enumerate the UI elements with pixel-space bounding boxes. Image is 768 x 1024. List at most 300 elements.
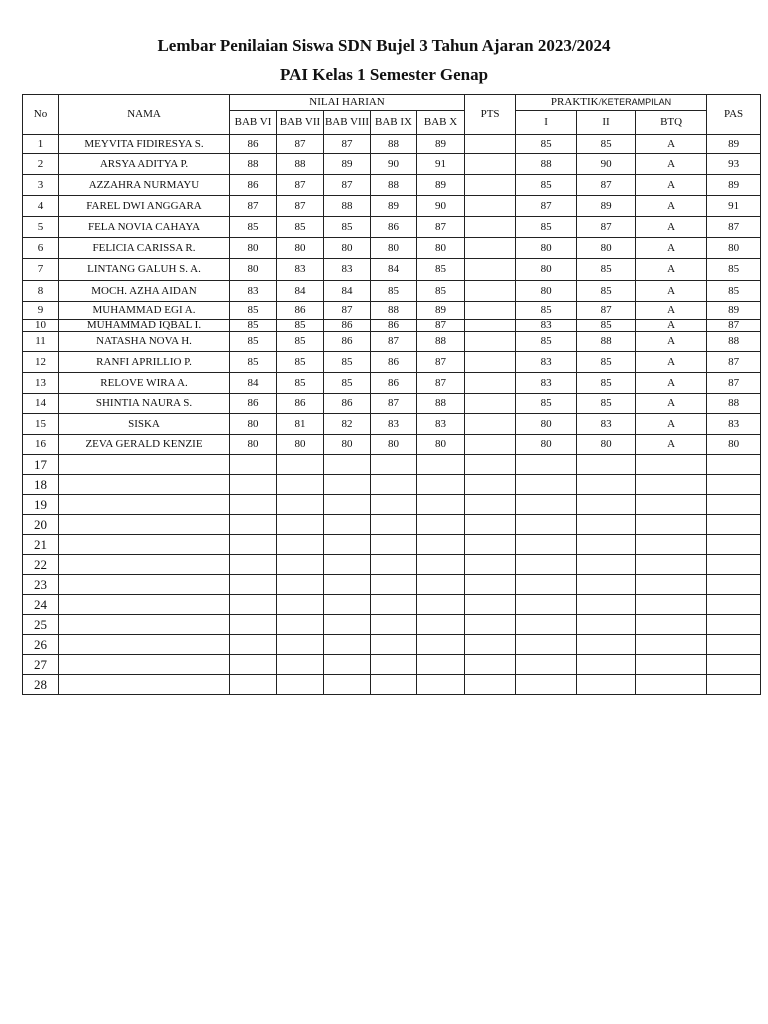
empty-cell [371, 535, 417, 555]
row-number: 17 [23, 455, 59, 475]
table-row-empty [23, 595, 761, 615]
pts-score [465, 302, 516, 320]
bab-score: 87 [277, 175, 324, 196]
row-number: 16 [23, 435, 59, 455]
bab-score: 88 [371, 302, 417, 320]
table-row-empty [23, 655, 761, 675]
praktik-score: 80 [516, 259, 577, 281]
table-row [23, 281, 761, 302]
empty-cell [324, 575, 371, 595]
bab-score: 86 [277, 302, 324, 320]
row-number: 5 [23, 217, 59, 238]
bab-score: 87 [277, 196, 324, 217]
empty-cell [324, 635, 371, 655]
row-number: 22 [23, 555, 59, 575]
bab-score: 86 [230, 135, 277, 154]
bab-score: 80 [230, 259, 277, 281]
empty-cell [707, 615, 761, 635]
empty-cell [516, 615, 577, 635]
pts-score [465, 435, 516, 455]
empty-cell [417, 555, 465, 575]
pts-score [465, 217, 516, 238]
praktik-score: 85 [516, 332, 577, 352]
praktik-score: A [636, 135, 707, 154]
row-number: 13 [23, 373, 59, 394]
bab-score: 88 [230, 154, 277, 175]
pas-score: 87 [707, 373, 761, 394]
empty-cell [277, 555, 324, 575]
praktik-score: 85 [516, 394, 577, 414]
pts-score [465, 352, 516, 373]
bab-score: 86 [371, 320, 417, 332]
header-praktik [516, 95, 707, 111]
bab-score: 87 [324, 175, 371, 196]
table-row [23, 435, 761, 455]
empty-cell [324, 495, 371, 515]
empty-cell [636, 655, 707, 675]
bab-score: 81 [277, 414, 324, 435]
empty-cell [230, 655, 277, 675]
empty-cell [707, 635, 761, 655]
praktik-score: 87 [516, 196, 577, 217]
bab-score: 87 [277, 135, 324, 154]
empty-cell [707, 555, 761, 575]
praktik-score: A [636, 259, 707, 281]
empty-cell [636, 555, 707, 575]
pts-score [465, 135, 516, 154]
table-row [23, 414, 761, 435]
table-row [23, 320, 761, 332]
bab-score: 86 [371, 217, 417, 238]
header-pts: PTS [465, 95, 516, 135]
table-row-empty [23, 535, 761, 555]
bab-score: 85 [230, 302, 277, 320]
bab-score: 85 [324, 373, 371, 394]
bab-score: 85 [230, 320, 277, 332]
bab-score: 86 [324, 332, 371, 352]
table-row-empty [23, 475, 761, 495]
empty-cell [516, 635, 577, 655]
student-name: RELOVE WIRA A. [59, 373, 230, 394]
bab-score: 89 [417, 135, 465, 154]
praktik-score: 87 [577, 217, 636, 238]
empty-cell [417, 675, 465, 695]
header-praktik-label: PRAKTIK/ [550, 96, 602, 108]
empty-cell [577, 455, 636, 475]
bab-score: 86 [371, 352, 417, 373]
table-row [23, 238, 761, 259]
empty-cell [230, 515, 277, 535]
bab-score: 89 [371, 196, 417, 217]
praktik-score: 87 [577, 302, 636, 320]
bab-score: 88 [417, 394, 465, 414]
table-row [23, 154, 761, 175]
bab-score: 83 [371, 414, 417, 435]
praktik-score: A [636, 414, 707, 435]
praktik-score: 85 [577, 320, 636, 332]
praktik-score: 85 [516, 302, 577, 320]
table-row [23, 217, 761, 238]
table-row [23, 332, 761, 352]
praktik-score: 85 [577, 135, 636, 154]
empty-cell [371, 635, 417, 655]
bab-score: 87 [371, 332, 417, 352]
praktik-score: 88 [577, 332, 636, 352]
student-name: LINTANG GALUH S. A. [59, 259, 230, 281]
bab-score: 87 [324, 302, 371, 320]
student-name: SHINTIA NAURA S. [59, 394, 230, 414]
bab-score: 80 [324, 238, 371, 259]
empty-cell [707, 495, 761, 515]
empty-cell [577, 655, 636, 675]
empty-cell [324, 555, 371, 575]
empty-cell [577, 575, 636, 595]
empty-cell [417, 475, 465, 495]
table-row-empty [23, 675, 761, 695]
empty-cell [707, 575, 761, 595]
bab-score: 80 [417, 238, 465, 259]
empty-cell [465, 455, 516, 475]
bab-score: 89 [417, 175, 465, 196]
praktik-score: 83 [577, 414, 636, 435]
bab-score: 87 [417, 217, 465, 238]
empty-cell [577, 495, 636, 515]
praktik-score: A [636, 373, 707, 394]
row-number: 10 [23, 320, 59, 332]
empty-cell [417, 655, 465, 675]
header-praktik-btq: BTQ [636, 111, 707, 135]
empty-cell [230, 675, 277, 695]
empty-cell [636, 495, 707, 515]
empty-cell [371, 575, 417, 595]
header-pas: PAS [707, 95, 761, 135]
empty-cell [324, 675, 371, 695]
bab-score: 80 [371, 435, 417, 455]
table-row [23, 352, 761, 373]
empty-cell [277, 535, 324, 555]
bab-score: 89 [417, 302, 465, 320]
empty-cell [417, 595, 465, 615]
bab-score: 85 [277, 352, 324, 373]
row-number: 2 [23, 154, 59, 175]
header-keterampilan-label: KETERAMPILAN [601, 97, 672, 107]
pas-score: 88 [707, 332, 761, 352]
pts-score [465, 394, 516, 414]
bab-score: 85 [371, 281, 417, 302]
empty-cell [417, 615, 465, 635]
bab-score: 87 [417, 373, 465, 394]
table-row-empty [23, 515, 761, 535]
row-number: 15 [23, 414, 59, 435]
praktik-score: 85 [577, 281, 636, 302]
empty-cell [324, 655, 371, 675]
empty-cell [707, 515, 761, 535]
bab-score: 80 [277, 435, 324, 455]
empty-cell [636, 535, 707, 555]
header-bab: BAB X [417, 111, 465, 135]
pts-score [465, 332, 516, 352]
empty-cell [59, 595, 230, 615]
praktik-score: A [636, 435, 707, 455]
page-subtitle: PAI Kelas 1 Semester Genap [279, 65, 489, 84]
bab-score: 82 [324, 414, 371, 435]
empty-cell [371, 555, 417, 575]
empty-cell [230, 555, 277, 575]
row-number: 20 [23, 515, 59, 535]
bab-score: 83 [417, 414, 465, 435]
row-number: 21 [23, 535, 59, 555]
bab-score: 87 [371, 394, 417, 414]
pas-score: 80 [707, 238, 761, 259]
empty-cell [277, 635, 324, 655]
empty-cell [417, 535, 465, 555]
empty-cell [59, 515, 230, 535]
bab-score: 88 [324, 196, 371, 217]
student-name: MUHAMMAD EGI A. [59, 302, 230, 320]
bab-score: 88 [277, 154, 324, 175]
empty-cell [417, 515, 465, 535]
student-name: MEYVITA FIDIRESYA S. [59, 135, 230, 154]
student-name: MUHAMMAD IQBAL I. [59, 320, 230, 332]
student-name: NATASHA NOVA H. [59, 332, 230, 352]
empty-cell [465, 575, 516, 595]
praktik-score: 80 [516, 281, 577, 302]
empty-cell [465, 475, 516, 495]
student-name: SISKA [59, 414, 230, 435]
table-row-empty [23, 615, 761, 635]
empty-cell [230, 635, 277, 655]
empty-cell [59, 575, 230, 595]
row-number: 25 [23, 615, 59, 635]
bab-score: 86 [324, 394, 371, 414]
pas-score: 83 [707, 414, 761, 435]
empty-cell [516, 575, 577, 595]
empty-cell [465, 515, 516, 535]
empty-cell [636, 635, 707, 655]
row-number: 26 [23, 635, 59, 655]
praktik-score: A [636, 217, 707, 238]
table-row [23, 175, 761, 196]
student-name: FAREL DWI ANGGARA [59, 196, 230, 217]
header-bab: BAB VII [277, 111, 324, 135]
empty-cell [277, 455, 324, 475]
pas-score: 80 [707, 435, 761, 455]
student-name: RANFI APRILLIO P. [59, 352, 230, 373]
praktik-score: 80 [577, 435, 636, 455]
empty-cell [707, 675, 761, 695]
bab-score: 84 [324, 281, 371, 302]
bab-score: 80 [230, 435, 277, 455]
bab-score: 90 [417, 196, 465, 217]
praktik-score: 83 [516, 373, 577, 394]
header-bab: BAB IX [371, 111, 417, 135]
empty-cell [636, 575, 707, 595]
empty-cell [59, 635, 230, 655]
empty-cell [516, 475, 577, 495]
row-number: 14 [23, 394, 59, 414]
row-number: 28 [23, 675, 59, 695]
pts-score [465, 373, 516, 394]
bab-score: 87 [324, 135, 371, 154]
empty-cell [277, 495, 324, 515]
header-praktik-ii: II [577, 111, 636, 135]
empty-cell [59, 655, 230, 675]
empty-cell [516, 555, 577, 575]
empty-cell [707, 455, 761, 475]
empty-cell [59, 475, 230, 495]
praktik-score: 85 [516, 217, 577, 238]
bab-score: 86 [230, 175, 277, 196]
row-number: 19 [23, 495, 59, 515]
praktik-score: 89 [577, 196, 636, 217]
bab-score: 85 [417, 281, 465, 302]
row-number: 27 [23, 655, 59, 675]
praktik-score: 85 [516, 135, 577, 154]
praktik-score: 80 [577, 238, 636, 259]
empty-cell [707, 535, 761, 555]
empty-cell [636, 455, 707, 475]
empty-cell [371, 495, 417, 515]
empty-cell [636, 595, 707, 615]
empty-cell [516, 495, 577, 515]
empty-cell [230, 595, 277, 615]
empty-cell [417, 635, 465, 655]
praktik-score: 88 [516, 154, 577, 175]
pas-score: 91 [707, 196, 761, 217]
empty-cell [465, 555, 516, 575]
row-number: 12 [23, 352, 59, 373]
bab-score: 85 [230, 332, 277, 352]
grade-table [22, 94, 761, 695]
empty-cell [59, 555, 230, 575]
pas-score: 89 [707, 175, 761, 196]
header-nama: NAMA [59, 95, 230, 135]
table-row [23, 135, 761, 154]
empty-cell [577, 595, 636, 615]
empty-cell [277, 655, 324, 675]
table-row-empty [23, 555, 761, 575]
empty-cell [516, 535, 577, 555]
bab-score: 85 [324, 352, 371, 373]
row-number: 9 [23, 302, 59, 320]
praktik-score: A [636, 154, 707, 175]
empty-cell [577, 635, 636, 655]
row-number: 1 [23, 135, 59, 154]
bab-score: 85 [230, 352, 277, 373]
pts-score [465, 154, 516, 175]
empty-cell [230, 575, 277, 595]
empty-cell [371, 515, 417, 535]
table-row [23, 259, 761, 281]
empty-cell [230, 475, 277, 495]
empty-cell [465, 635, 516, 655]
student-name: ZEVA GERALD KENZIE [59, 435, 230, 455]
bab-score: 80 [230, 414, 277, 435]
row-number: 18 [23, 475, 59, 495]
empty-cell [230, 455, 277, 475]
empty-cell [277, 575, 324, 595]
bab-score: 87 [417, 352, 465, 373]
student-name: FELA NOVIA CAHAYA [59, 217, 230, 238]
empty-cell [516, 455, 577, 475]
bab-score: 80 [230, 238, 277, 259]
row-number: 7 [23, 259, 59, 281]
praktik-score: 90 [577, 154, 636, 175]
empty-cell [371, 655, 417, 675]
pas-score: 93 [707, 154, 761, 175]
student-name: AZZAHRA NURMAYU [59, 175, 230, 196]
praktik-score: 83 [516, 352, 577, 373]
bab-score: 87 [230, 196, 277, 217]
empty-cell [324, 475, 371, 495]
praktik-score: 80 [516, 435, 577, 455]
empty-cell [465, 495, 516, 515]
table-row [23, 394, 761, 414]
empty-cell [577, 535, 636, 555]
empty-cell [277, 675, 324, 695]
bab-score: 86 [230, 394, 277, 414]
bab-score: 85 [277, 373, 324, 394]
table-row [23, 302, 761, 320]
bab-score: 83 [277, 259, 324, 281]
praktik-score: A [636, 302, 707, 320]
bab-score: 84 [277, 281, 324, 302]
praktik-score: A [636, 320, 707, 332]
empty-cell [371, 615, 417, 635]
praktik-score: 87 [577, 175, 636, 196]
row-number: 24 [23, 595, 59, 615]
bab-score: 84 [230, 373, 277, 394]
praktik-score: 83 [516, 320, 577, 332]
praktik-score: A [636, 394, 707, 414]
praktik-score: A [636, 175, 707, 196]
pts-score [465, 281, 516, 302]
empty-cell [417, 495, 465, 515]
row-number: 3 [23, 175, 59, 196]
bab-score: 85 [230, 217, 277, 238]
praktik-score: A [636, 352, 707, 373]
empty-cell [516, 515, 577, 535]
praktik-score: 80 [516, 238, 577, 259]
praktik-score: A [636, 332, 707, 352]
student-name: FELICIA CARISSA R. [59, 238, 230, 259]
row-number: 6 [23, 238, 59, 259]
bab-score: 80 [417, 435, 465, 455]
empty-cell [636, 615, 707, 635]
bab-score: 80 [277, 238, 324, 259]
pas-score: 87 [707, 352, 761, 373]
empty-cell [230, 495, 277, 515]
empty-cell [324, 535, 371, 555]
table-row-empty [23, 635, 761, 655]
bab-score: 83 [230, 281, 277, 302]
empty-cell [277, 615, 324, 635]
empty-cell [230, 615, 277, 635]
empty-cell [324, 515, 371, 535]
bab-score: 80 [371, 238, 417, 259]
bab-score: 85 [277, 320, 324, 332]
bab-score: 87 [417, 320, 465, 332]
table-row [23, 196, 761, 217]
bab-score: 86 [324, 320, 371, 332]
empty-cell [577, 515, 636, 535]
empty-cell [59, 615, 230, 635]
pts-score [465, 259, 516, 281]
table-row-empty [23, 575, 761, 595]
empty-cell [371, 595, 417, 615]
table-row [23, 373, 761, 394]
empty-cell [516, 675, 577, 695]
